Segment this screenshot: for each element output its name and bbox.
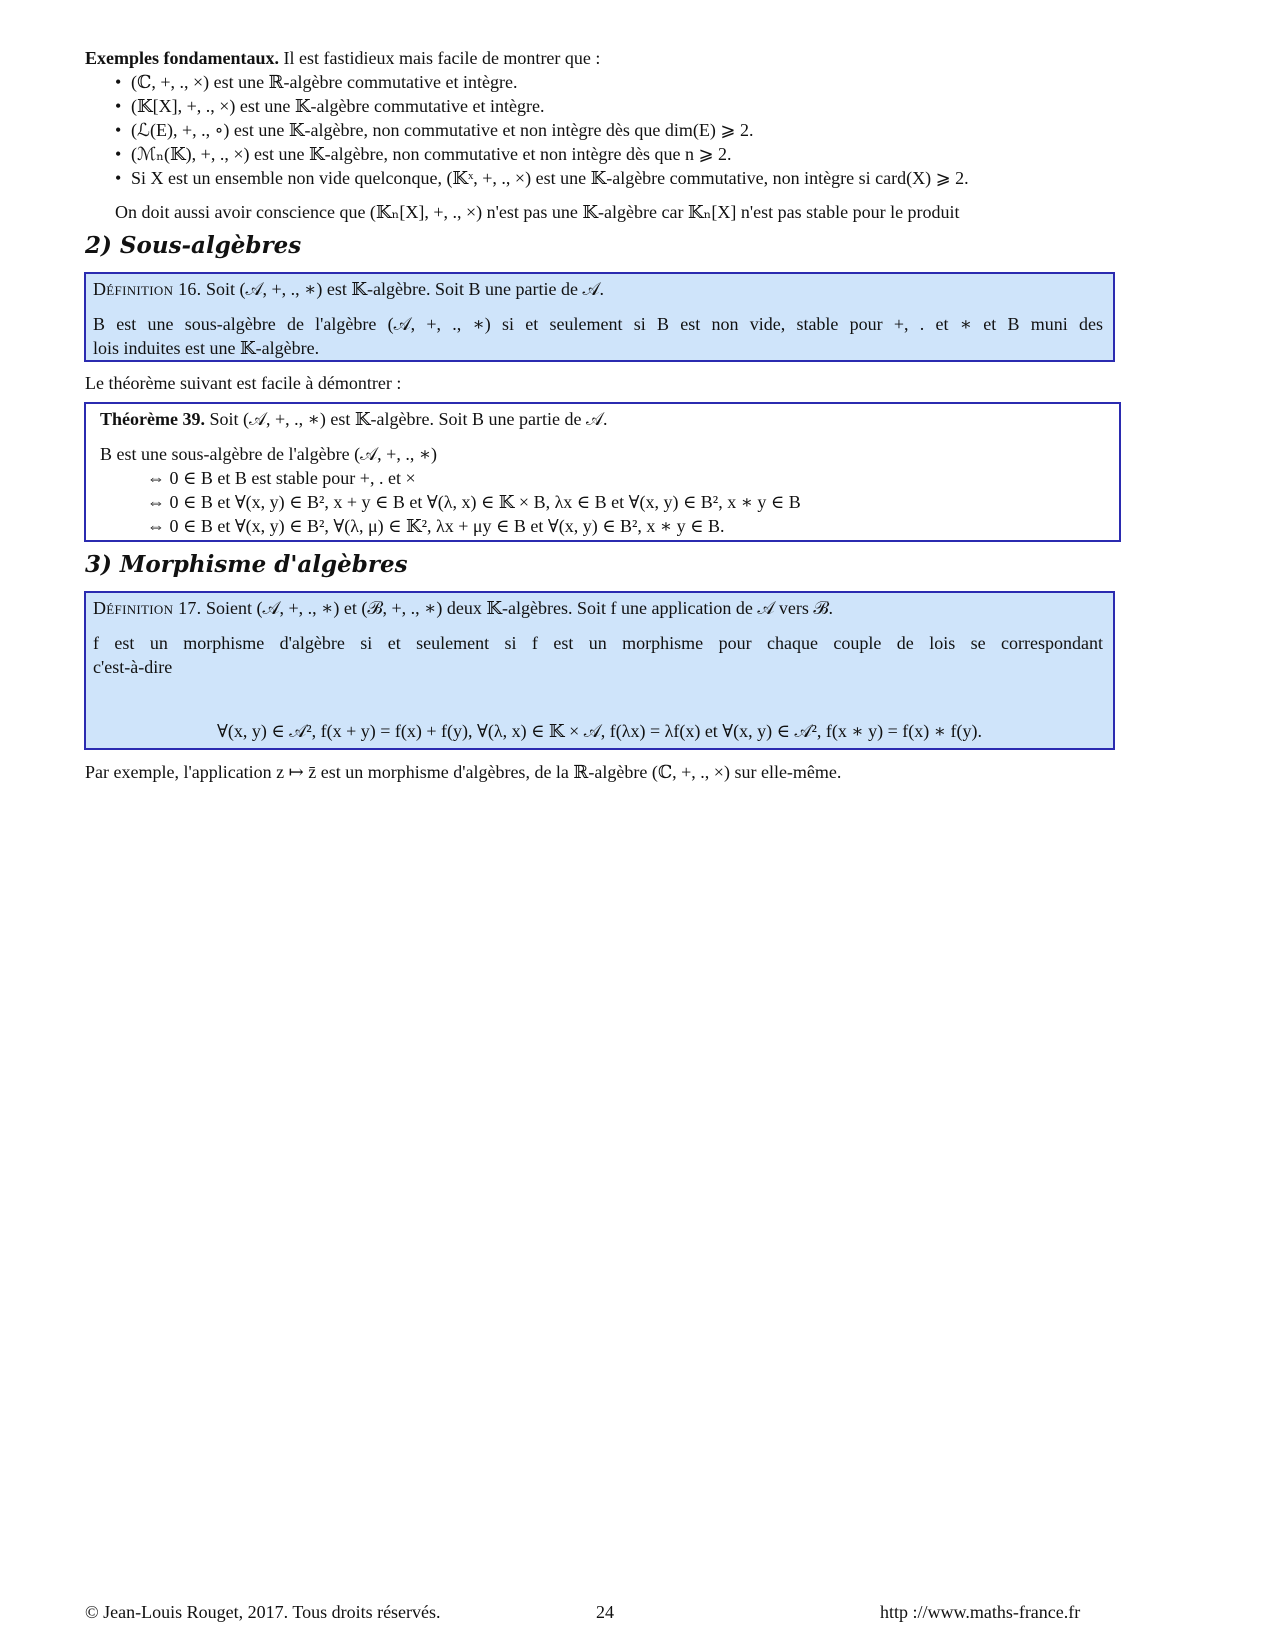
- definition-17-label: Définition 17.: [93, 598, 202, 618]
- footer-copyright: © Jean-Louis Rouget, 2017. Tous droits réservés.: [85, 1602, 441, 1622]
- example-item-endomorphisms: • (ℒ(E), +, ., ∘) est une 𝕂-algèbre, non commutative et non intègre dès que dim(E) ⩾ 2.: [115, 118, 754, 142]
- definition-16-label: Définition 16.: [93, 279, 202, 299]
- theorem-39-equivalence-2: ⇔ 0 ∈ B et ∀(x, y) ∈ B², x + y ∈ B et ∀(λ, x) ∈ 𝕂 × B, λx ∈ B et ∀(x, y) ∈ B², x ∗ y ∈ B: [147, 492, 801, 512]
- definition-16-statement: [93, 277, 604, 301]
- definition-16-line3: lois induites est une 𝕂-algèbre.: [93, 338, 320, 358]
- definition-16-line2: B est une sous-algèbre de l'algèbre (𝒜, +, ., ∗) si et seulement si B est non vide, stable pour +, . et ∗ et B muni des: [93, 314, 1103, 334]
- theorem-39-box: [84, 402, 1121, 542]
- examples-title: Exemples fondamentaux.: [85, 48, 280, 68]
- footer-url-link[interactable]: http ://www.maths-france.fr: [880, 1602, 1081, 1622]
- definition-17-statement: [93, 596, 833, 620]
- theorem-transition: Le théorème suivant est facile à démontrer :: [85, 373, 402, 393]
- example-item-complex: • (ℂ, +, ., ×) est une ℝ-algèbre commutative et intègre.: [115, 70, 517, 94]
- footer-page-number: 24: [596, 1602, 614, 1622]
- example-item-matrices: • (ℳₙ(𝕂), +, ., ×) est une 𝕂-algèbre, non commutative et non intègre dès que n ⩾ 2.: [115, 142, 732, 166]
- theorem-39-equivalence-3: ⇔ 0 ∈ B et ∀(x, y) ∈ B², ∀(λ, μ) ∈ 𝕂², λx + μy ∈ B et ∀(x, y) ∈ B², x ∗ y ∈ B.: [147, 516, 725, 536]
- definition-16-box: [84, 272, 1115, 362]
- definition-17-line2: f est un morphisme d'algèbre si et seulement si f est un morphisme pour chaque couple de lois se correspondant: [93, 633, 1103, 653]
- theorem-39-line1: Soit (𝒜, +, ., ∗) est 𝕂-algèbre. Soit B une partie de 𝒜.: [204, 409, 608, 429]
- example-item-polynomials: • (𝕂[X], +, ., ×) est une 𝕂-algèbre commutative et intègre.: [115, 94, 544, 118]
- definition-17-box: [84, 591, 1115, 750]
- theorem-39-line2: B est une sous-algèbre de l'algèbre (𝒜, +, ., ∗): [100, 444, 438, 464]
- examples-paragraph: [85, 46, 600, 70]
- definition-16-line1: Soit (𝒜, +, ., ∗) est 𝕂-algèbre. Soit B une partie de 𝒜.: [201, 279, 604, 299]
- examples-note: On doit aussi avoir conscience que (𝕂ₙ[X], +, ., ×) n'est pas une 𝕂-algèbre car 𝕂ₙ[X] n'est pas stable pour le produit: [115, 202, 960, 222]
- definition-17-formula: ∀(x, y) ∈ 𝒜², f(x + y) = f(x) + f(y), ∀(λ, x) ∈ 𝕂 × 𝒜, f(λx) = λf(x) et ∀(x, y) ∈ 𝒜², f(x ∗ y) = f(x) ∗ f(y).: [217, 721, 982, 741]
- section-heading-morphisme: 3) Morphisme d'algèbres: [85, 551, 408, 578]
- example-item-functions: • Si X est un ensemble non vide quelconque, (𝕂ˣ, +, ., ×) est une 𝕂-algèbre commutative, non intègre si card(X) ⩾ 2.: [115, 166, 969, 190]
- definition-17-line3: c'est-à-dire: [93, 657, 173, 677]
- definition-17-line1: Soient (𝒜, +, ., ∗) et (ℬ, +, ., ∗) deux 𝕂-algèbres. Soit f une application de 𝒜 vers ℬ.: [201, 598, 834, 618]
- theorem-39-statement: [100, 407, 607, 431]
- morphism-example: Par exemple, l'application z ↦ z̄ est un morphisme d'algèbres, de la ℝ-algèbre (ℂ, +, ., ×) sur elle-même.: [85, 762, 842, 782]
- theorem-39-equivalence-1: ⇔ 0 ∈ B et B est stable pour +, . et ×: [147, 468, 416, 488]
- theorem-39-label: Théorème 39.: [100, 409, 205, 429]
- section-heading-sous-algebres: 2) Sous-algèbres: [85, 232, 302, 259]
- examples-intro: Il est fastidieux mais facile de montrer que :: [279, 48, 601, 68]
